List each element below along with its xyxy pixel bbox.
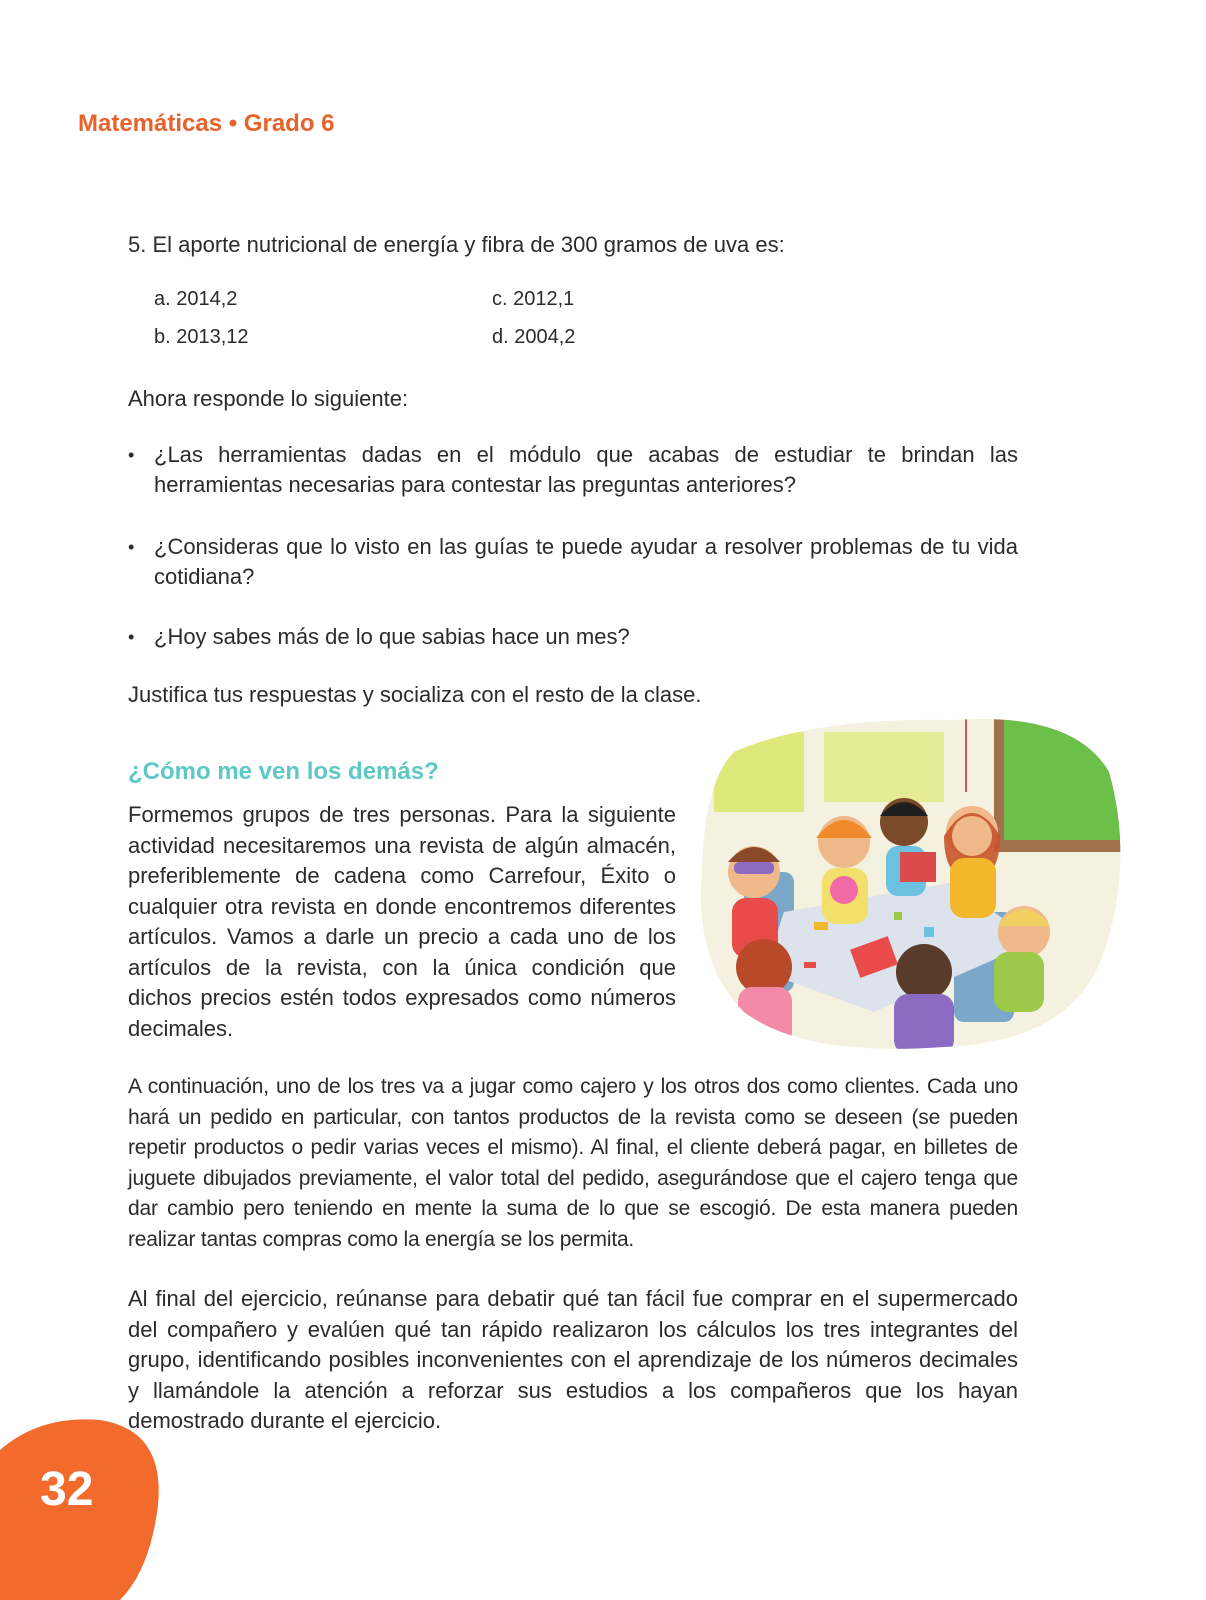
section-paragraph-3: Al final del ejercicio, reúnanse para debatir qué tan fácil fue comprar en el supermercado del compañero y evalúen qué tan rápido realizaron los cálculos los tres integrantes del grupo, identificando posibles inconvenientes con el aprendizaje de los números decimales y llamándole la atención a reforzar sus estudios a los compañeros que los hayan demostrado durante el ejercicio. [128,1286,1018,1433]
child-figure [944,806,1000,918]
question-5: 5. El aporte nutricional de energía y fibra de 300 gramos de uva es: [128,232,785,257]
bullet-dot: • [128,627,135,647]
bullet-dot: • [128,537,135,557]
option-c: c. 2012,1 [492,288,575,310]
option-d: d. 2004,2 [492,326,576,348]
bullet-text: ¿Hoy sabes más de lo que sabias hace un mes? [154,624,630,649]
reflection-closing: Justifica tus respuestas y socializa con el resto de la clase. [128,682,702,707]
child-figure [994,906,1050,1012]
page-header-title: Matemáticas • Grado 6 [78,110,335,137]
bullet-item [128,532,1018,592]
child-figure [894,944,954,1052]
bullet-item [128,622,1018,652]
section-paragraph-1: Formemos grupos de tres personas. Para la siguiente actividad necesitaremos una revista de algún almacén, preferiblemente de cadena como Carrefour, Éxito o cualquier otra revista en donde encontremos diferentes artículos. Vamos a darle un precio a cada uno de los artículos de la revista, con la única condición que dichos precios estén todos expresados como números decimales. [128,802,676,1041]
section-paragraph-2: A continuación, uno de los tres va a jugar como cajero y los otros dos como clientes. Cada uno hará un pedido en particular, con tantos productos de la revista como se deseen (se pueden repetir productos o pedir varias veces el mismo). Al final, el cliente deberá pagar, en billetes de juguete dibujados previamente, el valor total del pedido, asegurándose que el cajero tenga que dar cambio pero teniendo en mente la suma de lo que se escogió. De esta manera pueden realizar tantas compras como la energía se los permita. [128,1075,1018,1251]
bullet-dot: • [128,445,135,465]
bullet-text: ¿Consideras que lo visto en las guías te puede ayudar a resolver problemas de tu vida cotidiana? [154,534,1018,589]
reflection-intro: Ahora responde lo siguiente: [128,386,409,411]
option-a: a. 2014,2 [154,288,238,310]
child-figure [736,939,792,1047]
window-view [1004,720,1124,840]
wall-poster [714,732,804,812]
bullet-text: ¿Las herramientas dadas en el módulo que acabas de estudiar te brindan las herramientas necesarias para contestar las preguntas anteriores? [154,442,1018,497]
page-number: 32 [40,1463,94,1516]
wall-poster [824,732,944,802]
section-title: ¿Cómo me ven los demás? [128,758,439,785]
children-classroom-illustration [694,712,1124,1052]
option-b: b. 2013,12 [154,326,249,348]
bullet-item [128,440,1018,500]
